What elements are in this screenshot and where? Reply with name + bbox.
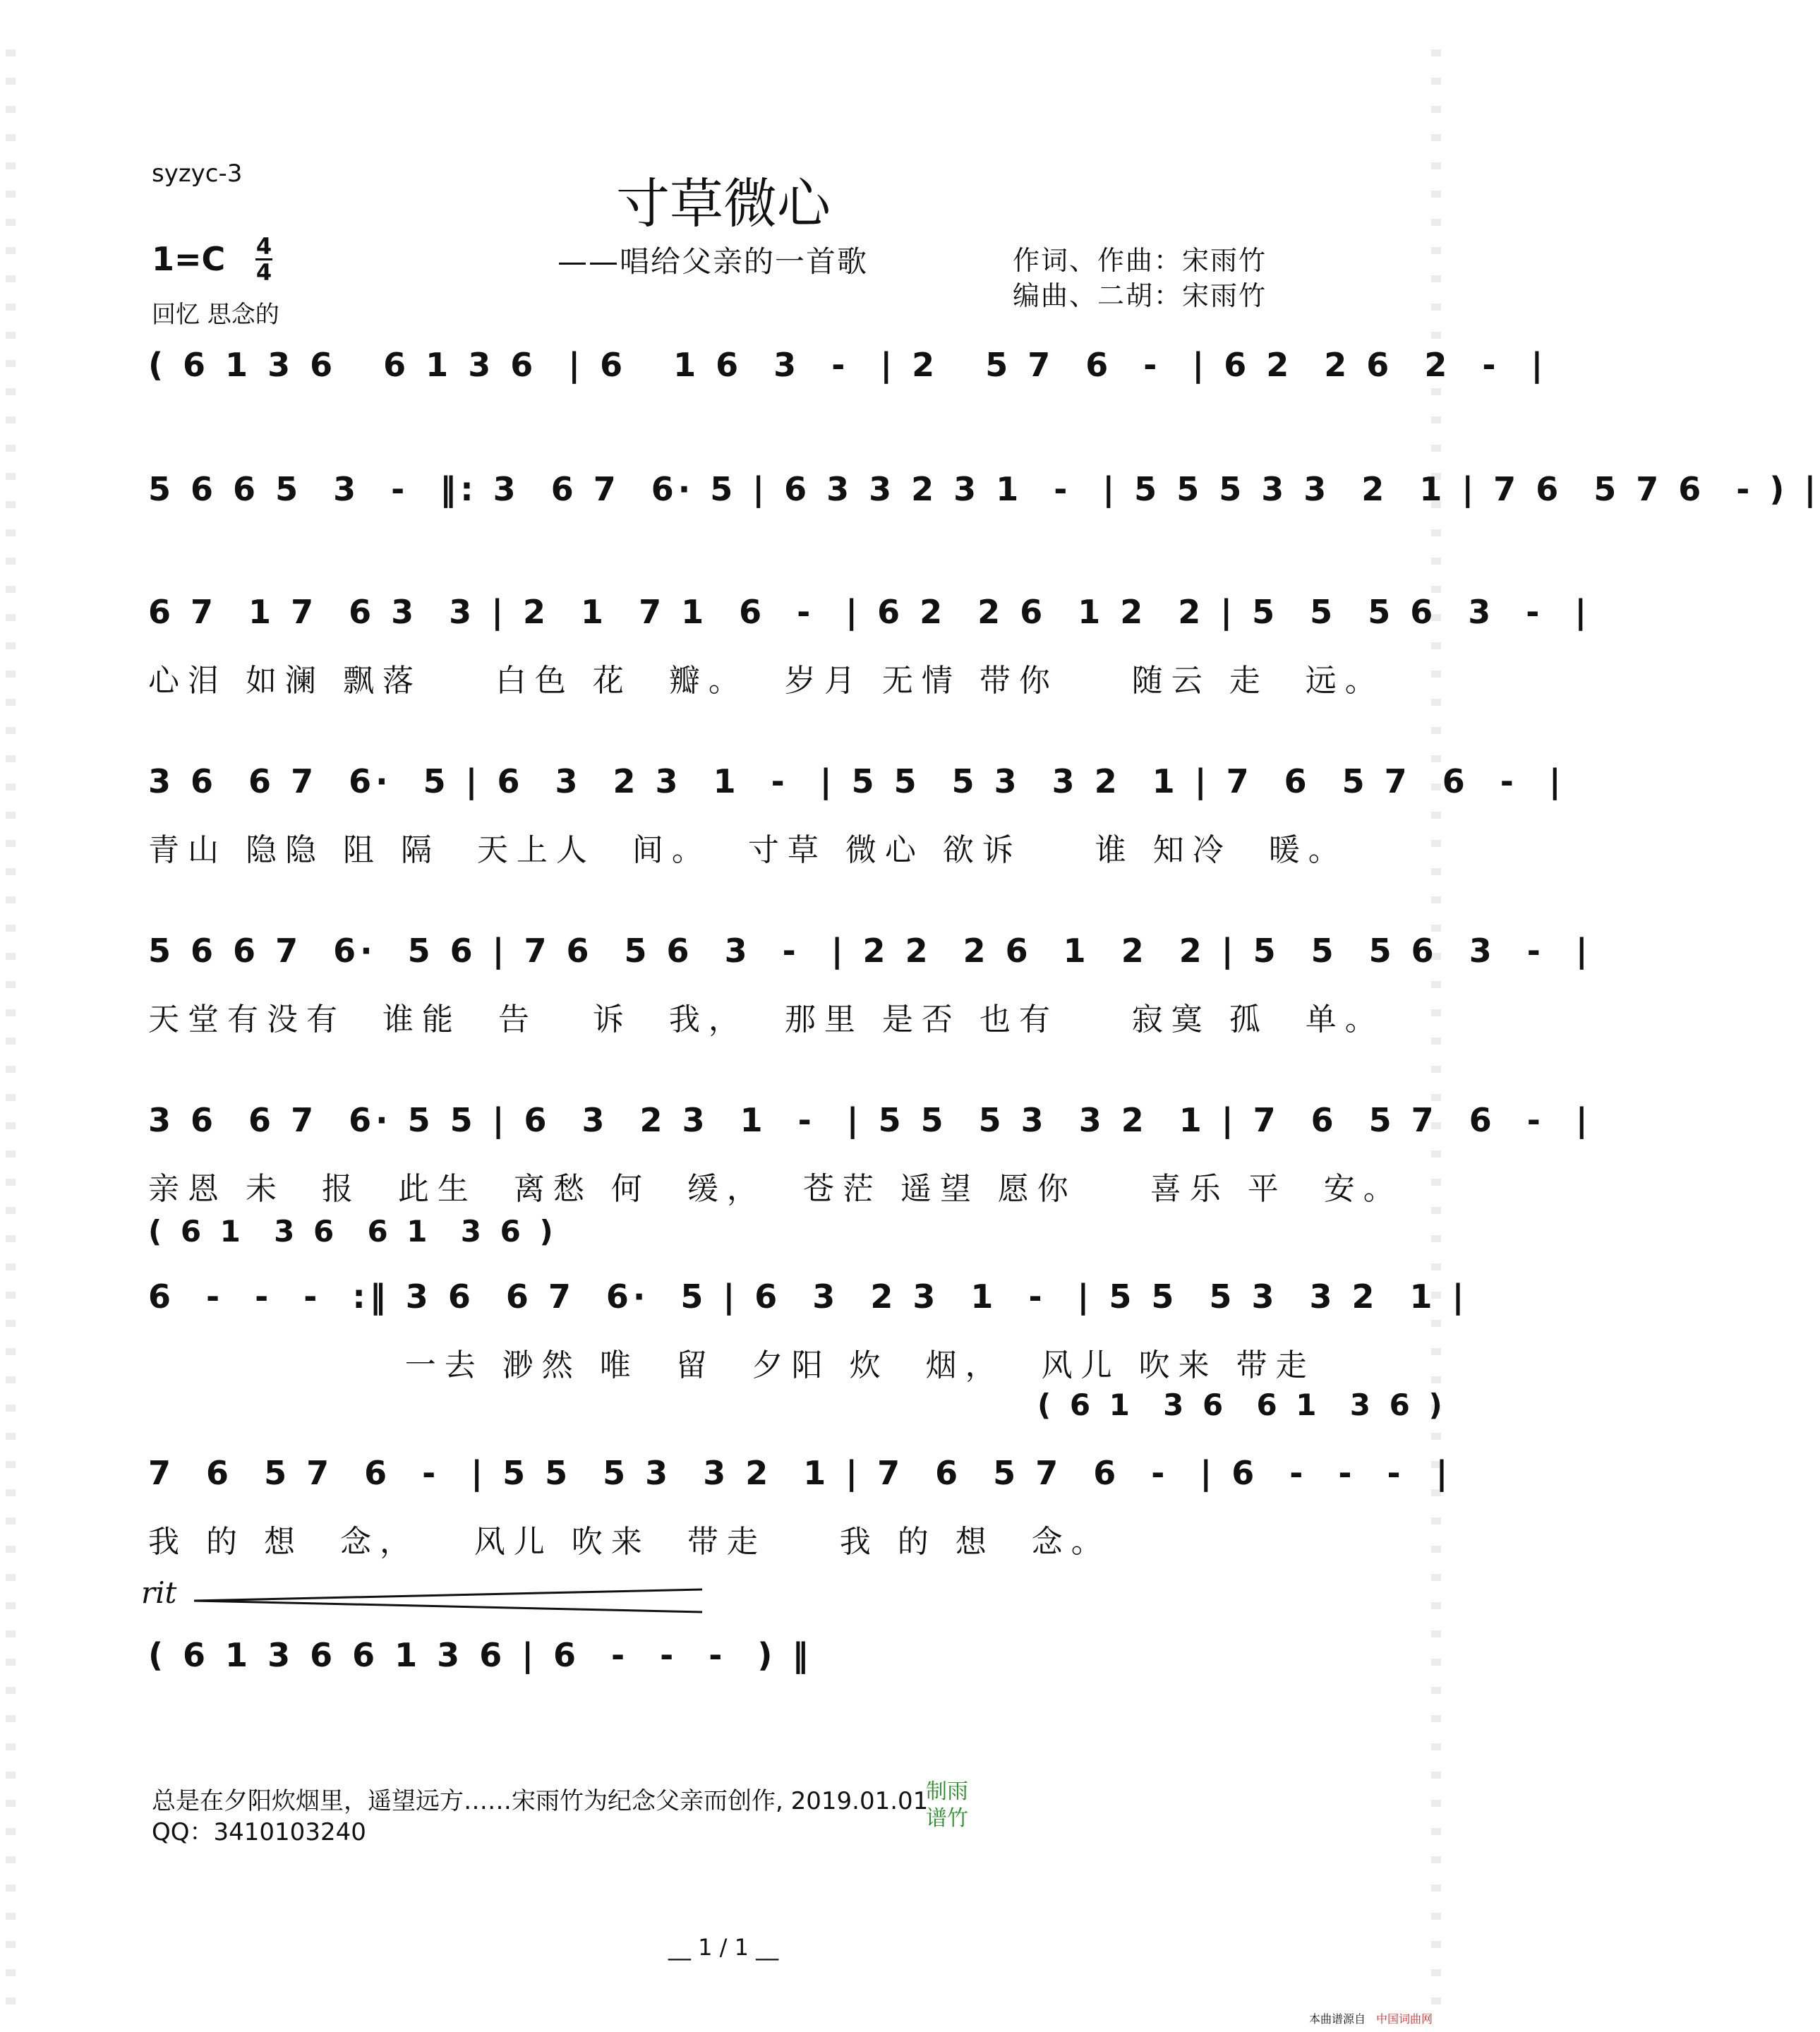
meter-bottom: 4 <box>255 259 272 286</box>
expression-mark: 回忆 思念的 <box>152 301 279 329</box>
notes-row-4: 3 6 6 7 6· 5 | 6 3 2 3 1 - | 5 5 5 3 3 2 1 | 7 6 5 7 6 - | <box>148 762 1565 800</box>
source-site: 中国词曲网 <box>1376 2012 1433 2026</box>
notes-row-9: ( 6 1 3 6 6 1 3 6 | 6 - - - ) ‖ <box>148 1636 813 1674</box>
page-number: __ 1 / 1 __ <box>668 1934 779 1961</box>
interlude-row-7 <box>148 1214 1298 1256</box>
interlude-row-8 <box>1037 1388 1447 1430</box>
decrescendo-hairpin <box>194 1587 709 1615</box>
score-row-4 <box>148 762 1565 875</box>
song-title: 寸草微心 <box>616 172 831 235</box>
lyrics-row-7: 一去 渺然 唯 留 夕阳 炊 烟， 风儿 吹来 带走 <box>148 1347 1315 1383</box>
left-margin-watermark <box>6 28 16 2004</box>
right-margin-watermark <box>1431 28 1441 2004</box>
score-row-3 <box>148 593 1591 706</box>
lyrics-row-5: 天堂有没有 谁能 告 诉 我， 那里 是否 也有 寂寞 孤 单。 <box>148 1002 1385 1038</box>
notes-row-6: 3 6 6 7 6· 5 5 | 6 3 2 3 1 - | 5 5 5 3 3 2 1 | 7 6 5 7 6 - | <box>148 1101 1592 1139</box>
footer-note: 总是在夕阳炊烟里，遥望远方……宋雨竹为纪念父亲而创作, 2019.01.01 <box>152 1787 929 1815</box>
score-row-2 <box>148 470 1820 527</box>
interlude-notes-row-8: ( 6 1 3 6 6 1 3 6 ) <box>1037 1388 1447 1422</box>
transcriber-stamp: 制雨谱竹 <box>926 1779 968 1831</box>
source-label: 本曲谱源自 <box>1309 2012 1366 2026</box>
credit-arranger-erhu: 编曲、二胡：宋雨竹 <box>1013 280 1267 311</box>
lyrics-row-8: 我 的 想 念， 风儿 吹来 带走 我 的 想 念。 <box>148 1524 1111 1560</box>
song-subtitle: ——唱给父亲的一首歌 <box>558 244 869 279</box>
lyrics-row-4: 青山 隐隐 阻 隔 天上人 间。 寸草 微心 欲诉 谁 知冷 暖。 <box>148 832 1348 868</box>
meter-top: 4 <box>255 233 272 260</box>
credit-lyrics-composer: 作词、作曲：宋雨竹 <box>1013 245 1267 276</box>
score-row-7 <box>148 1277 1469 1390</box>
lyrics-row-6: 亲恩 未 报 此生 离愁 何 缓， 苍茫 遥望 愿你 喜乐 平 安。 <box>148 1171 1403 1207</box>
score-row-1 <box>148 346 1548 402</box>
score-row-6 <box>148 1101 1592 1214</box>
footer-qq: QQ：3410103240 <box>152 1818 366 1846</box>
notes-row-3: 6 7 1 7 6 3 3 | 2 1 7 1 6 - | 6 2 2 6 1 2 2 | 5 5 5 6 3 - | <box>148 593 1591 631</box>
interlude-notes-row-7: ( 6 1 3 6 6 1 3 6 ) <box>148 1214 558 1249</box>
notes-row-5: 5 6 6 7 6· 5 6 | 7 6 5 6 3 - | 2 2 2 6 1 2 2 | 5 5 5 6 3 - | <box>148 932 1592 970</box>
notes-row-8: 7 6 5 7 6 - | 5 5 5 3 3 2 1 | 7 6 5 7 6 - | 6 - - - | <box>148 1454 1452 1492</box>
score-code: syzyc-3 <box>152 160 243 188</box>
lyrics-row-3: 心泪 如澜 飘落 白色 花 瓣。 岁月 无情 带你 随云 走 远。 <box>148 663 1385 699</box>
score-row-9 <box>148 1636 1298 1693</box>
key-signature: 1=C <box>152 240 226 278</box>
time-signature <box>255 234 272 284</box>
tempo-mark-rit: rit <box>141 1575 177 1610</box>
notes-row-1: ( 6 1 3 6 6 1 3 6 | 6 1 6 3 - | 2 5 7 6 - | 6 2 2 6 2 - | <box>148 346 1548 384</box>
notes-row-7: 6 - - - :‖ 3 6 6 7 6· 5 | 6 3 2 3 1 - | 5 5 5 3 3 2 1 | <box>148 1277 1469 1316</box>
score-row-8 <box>148 1454 1452 1567</box>
notes-row-2: 5 6 6 5 3 - ‖: 3 6 7 6· 5 | 6 3 3 2 3 1 - | 5 5 5 3 3 2 1 | 7 6 5 7 6 - ) | <box>148 470 1820 508</box>
score-row-5 <box>148 932 1592 1045</box>
